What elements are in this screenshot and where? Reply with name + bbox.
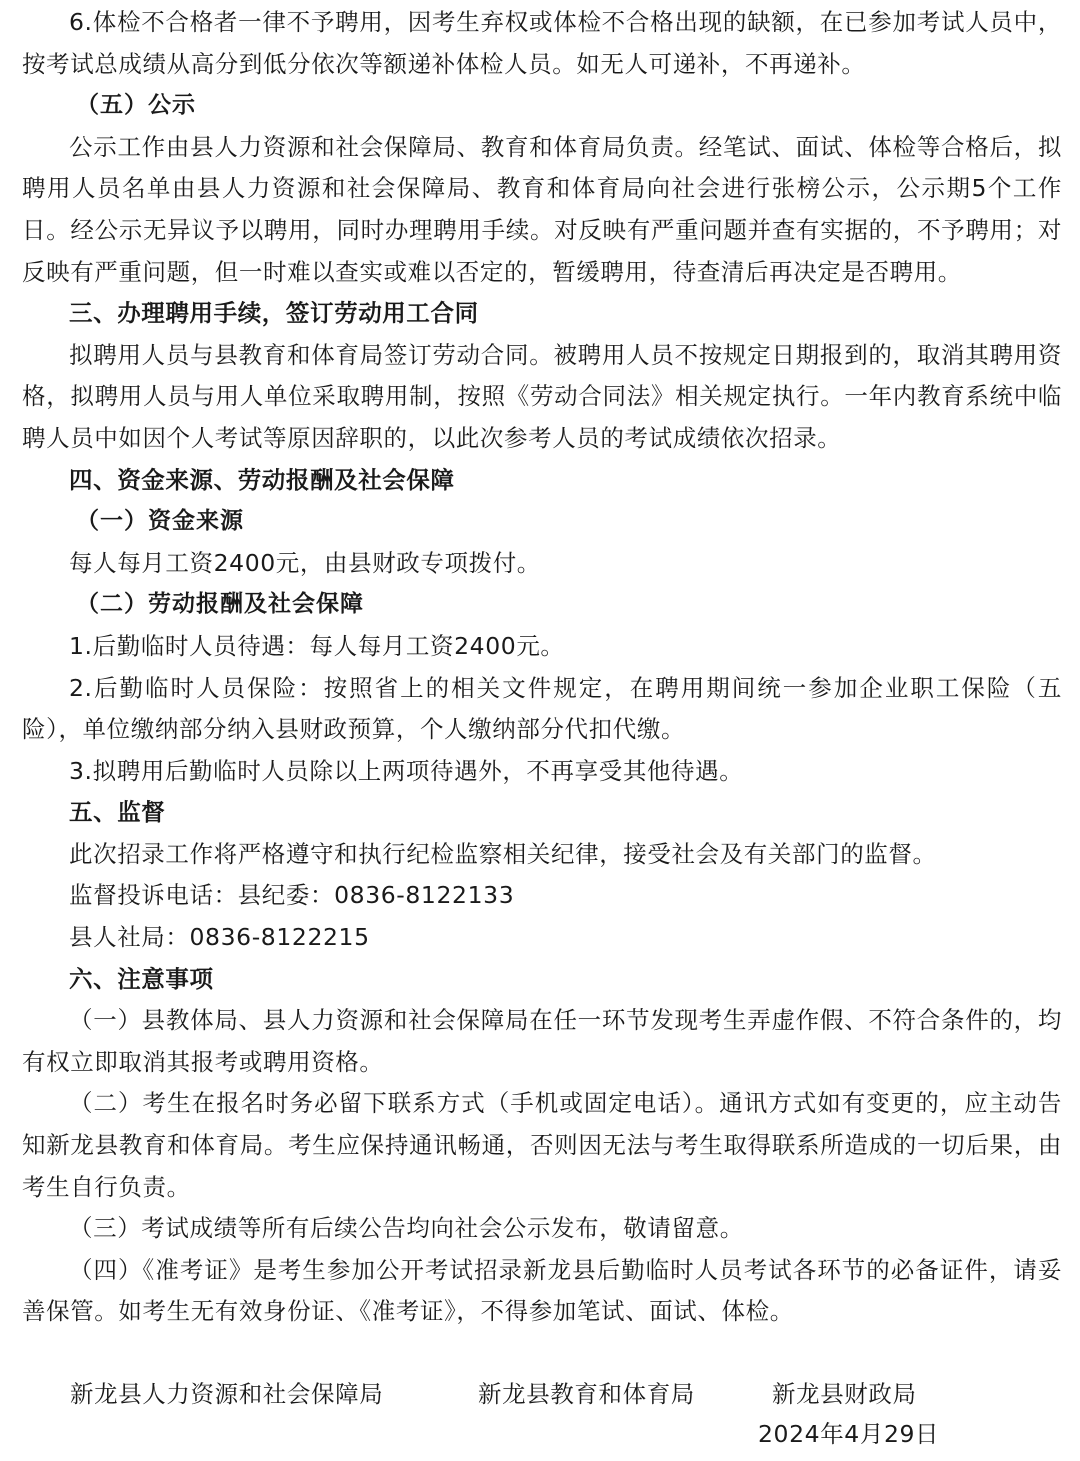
signature-orgs (70, 1374, 1020, 1414)
signature-org-hr-bureau: 新龙县人力资源和社会保障局 (70, 1380, 384, 1408)
signature-org-finance-bureau: 新龙县财政局 (772, 1380, 917, 1408)
heading-supervision: 五、监督 (69, 798, 166, 827)
subheading-remuneration: （二）劳动报酬及社会保障 (76, 591, 364, 618)
paragraph-remuneration-1: 1.后勤临时人员待遇：每人每月工资2400元。 (69, 631, 565, 660)
paragraph-note-3: （三）考试成绩等所有后续公告均向社会公示发布，敬请留意。 (69, 1214, 744, 1243)
paragraph-remuneration-2: 2.后勤临时人员保险：按照省上的相关文件规定，在聘用期间统一参加企业职工保险（五险），单位缴纳部分纳入县财政预算，个人缴纳部分代扣代缴。 (22, 673, 1062, 744)
subheading-funding-source: （一）资金来源 (76, 508, 244, 535)
signature-org-education-bureau: 新龙县教育和体育局 (478, 1380, 695, 1408)
paragraph-remuneration-3: 3.拟聘用后勤临时人员除以上两项待遇外，不再享受其他待遇。 (69, 756, 744, 785)
paragraph-labor-contract: 拟聘用人员与县教育和体育局签订劳动合同。被聘用人员不按规定日期报到的，取消其聘用资格，拟聘用人员与用人单位采取聘用制，按照《劳动合同法》相关规定执行。一年内教育系统中临聘人员中如因个人考试等原因辞职的，以此次参考人员的考试成绩依次招录。 (22, 340, 1062, 452)
heading-hiring-procedures: 三、办理聘用手续，签订劳动用工合同 (69, 299, 479, 328)
paragraph-complaint-phone-1: 监督投诉电话：县纪委：0836-8122133 (69, 881, 515, 910)
paragraph-note-1: （一）县教体局、县人力资源和社会保障局在任一环节发现考生弄虚作假、不符合条件的，均有权立即取消其报考或聘用资格。 (22, 1006, 1062, 1076)
signature-block (70, 1374, 1020, 1448)
paragraph-complaint-phone-2: 县人社局：0836-8122215 (69, 923, 370, 952)
heading-notes: 六、注意事项 (69, 964, 214, 993)
subheading-publicity: （五）公示 (76, 92, 196, 119)
document-body (22, 2, 1062, 1333)
paragraph-supervision: 此次招录工作将严格遵守和执行纪检监察相关纪律，接受社会及有关部门的监督。 (69, 839, 937, 868)
paragraph-publicity: 公示工作由县人力资源和社会保障局、教育和体育局负责。经笔试、面试、体检等合格后，拟聘用人员名单由县人力资源和社会保障局、教育和体育局向社会进行张榜公示，公示期5个工作日。经公示无异议予以聘用，同时办理聘用手续。对反映有严重问题并查有实据的，不予聘用；对反映有严重问题，但一时难以查实或难以否定的，暂缓聘用，待查清后再决定是否聘用。 (22, 132, 1062, 286)
paragraph-note-2: （二）考生在报名时务必留下联系方式（手机或固定电话）。通讯方式如有变更的，应主动告知新龙县教育和体育局。考生应保持通讯畅通，否则因无法与考生取得联系所造成的一切后果，由考生自行负责。 (22, 1089, 1062, 1201)
signature-date: 2024年4月29日 (758, 1420, 940, 1448)
paragraph-disqualification: 6.体检不合格者一律不予聘用，因考生弃权或体检不合格出现的缺额，在已参加考试人员中，按考试总成绩从高分到低分依次等额递补体检人员。如无人可递补，不再递补。 (22, 8, 1062, 78)
heading-funding-and-benefits: 四、资金来源、劳动报酬及社会保障 (69, 465, 455, 494)
paragraph-note-4: （四）《准考证》是考生参加公开考试招录新龙县后勤临时人员考试各环节的必备证件，请妥善保管。如考生无有效身份证、《准考证》，不得参加笔试、面试、体检。 (22, 1255, 1062, 1326)
paragraph-funding-source: 每人每月工资2400元，由县财政专项拨付。 (69, 548, 541, 577)
